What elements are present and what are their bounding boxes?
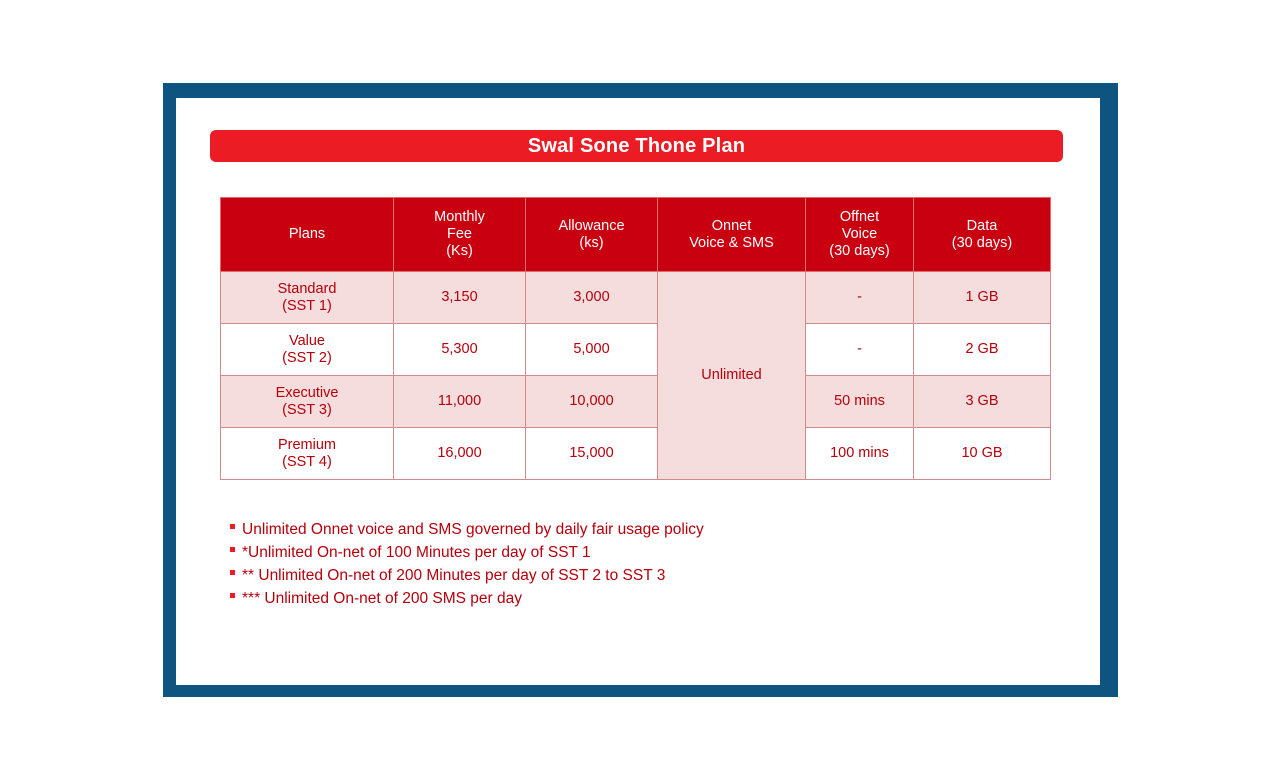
plan-name: Standard (SST 1) [221,272,394,324]
table-row [221,428,1051,480]
plans-table [220,197,1051,480]
offnet-voice: - [806,324,914,376]
footnotes [230,518,704,610]
header-plans: Plans [221,198,394,272]
table-row [221,272,1051,324]
table-row [221,324,1051,376]
plan-name: Executive (SST 3) [221,376,394,428]
footnote-item: ** Unlimited On-net of 200 Minutes per day of SST 2 to SST 3 [230,564,704,587]
footnote-item: *Unlimited On-net of 100 Minutes per day of SST 1 [230,541,704,564]
footnote-item: *** Unlimited On-net of 200 SMS per day [230,587,704,610]
header-monthly-fee: Monthly Fee (Ks) [394,198,526,272]
header-offnet: Offnet Voice (30 days) [806,198,914,272]
table-row [221,376,1051,428]
outer-frame [163,83,1118,697]
square-bullet-icon [230,570,235,575]
data-allowance: 1 GB [914,272,1051,324]
allowance: 5,000 [526,324,658,376]
header-onnet: Onnet Voice & SMS [658,198,806,272]
allowance: 10,000 [526,376,658,428]
square-bullet-icon [230,547,235,552]
data-allowance: 3 GB [914,376,1051,428]
onnet-unlimited: Unlimited [658,272,806,480]
footnote-item: Unlimited Onnet voice and SMS governed by daily fair usage policy [230,518,704,541]
square-bullet-icon [230,524,235,529]
allowance: 15,000 [526,428,658,480]
offnet-voice: 50 mins [806,376,914,428]
content-panel [176,98,1100,685]
offnet-voice: 100 mins [806,428,914,480]
data-allowance: 10 GB [914,428,1051,480]
data-allowance: 2 GB [914,324,1051,376]
header-allowance: Allowance (ks) [526,198,658,272]
square-bullet-icon [230,593,235,598]
monthly-fee: 11,000 [394,376,526,428]
table-header-row [221,198,1051,272]
offnet-voice: - [806,272,914,324]
plan-name: Premium (SST 4) [221,428,394,480]
allowance: 3,000 [526,272,658,324]
plan-name: Value (SST 2) [221,324,394,376]
header-data: Data (30 days) [914,198,1051,272]
plan-title: Swal Sone Thone Plan [210,130,1063,162]
monthly-fee: 16,000 [394,428,526,480]
monthly-fee: 3,150 [394,272,526,324]
monthly-fee: 5,300 [394,324,526,376]
